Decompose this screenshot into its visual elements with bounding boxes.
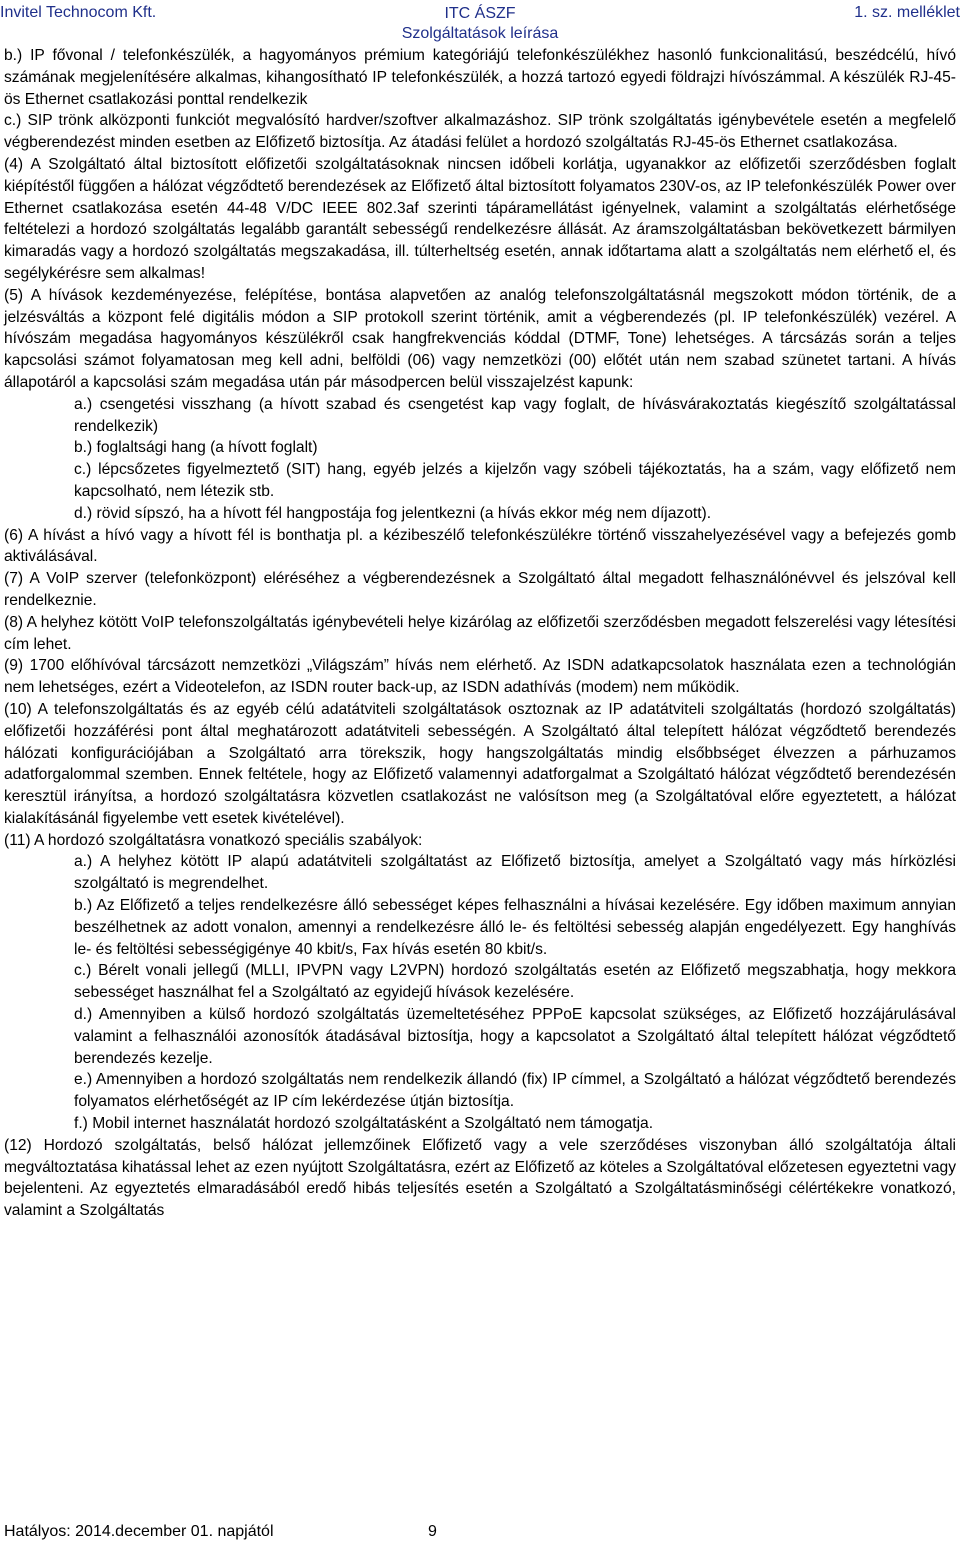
- page-footer: [4, 1523, 437, 1541]
- call-state-item: d.) rövid sípszó, ha a hívott fél hangpostája fog jelentkezni (a hívás ekkor még nem díjazott).: [74, 504, 712, 522]
- call-state-item: a.) csengetési visszhang (a hívott szabad és csengetést kap vagy foglalt, de hívásvárakoztatás kiegészítő szolgáltatással rendelkezik): [74, 395, 956, 435]
- footer-effective-date: Hatályos: 2014.december 01. napjától: [4, 1523, 274, 1540]
- carrier-rule-item: c.) Bérelt vonali jellegű (MLLI, IPVPN vagy L2VPN) hordozó szolgáltatás esetén az Előfizető megszabhatja, hogy mekkora sebességet használhat fel a Szolgáltató az egyidejű hívások kezelésére.: [74, 962, 956, 1002]
- carrier-rule-item: d.) Amennyiben a külső hordozó szolgáltatás üzemeltetéséhez PPPoE kapcsolat szükséges, az Előfizető hozzájárulásával valamint a felhasználói azonosítók átadásával biztosítja, hogy a kapcsolatot a Szolgáltató által telepített hálózat végződtető berendezés kezelje.: [74, 1006, 956, 1067]
- document-body: [4, 45, 956, 1222]
- paragraph-5: (5) A hívások kezdeményezése, felépítése, bontása alapvetően az analóg telefonszolgáltatásnál megszokott módon történik, de a jelzésváltás a központ felé digitális módon a SIP protokoll szerint történik, amit a végberendezés (pl. IP telefonkészülék) vezérel. A hívószám megadása hagyományos készülékről csak hangfrekvenciás kóddal (DTMF, Tone) lehetséges. A tárcsázás során a teljes kapcsolási számot folyamatosan meg kell adni, belföldi (06) vagy nemzetközi (00) előtét után nem szabad szünetet tartani. A hívás állapotáról a kapcsolási szám megadása után pár másodpercen belül visszajelzést kapunk:: [4, 286, 956, 391]
- header-title: [0, 4, 960, 44]
- header-title-line1: ITC ÁSZF: [444, 5, 516, 22]
- call-state-item: c.) lépcsőzetes figyelmeztető (SIT) hang, egyéb jelzés a kijelzőn vagy szóbeli tájékoztatás, ha a szám, vagy előfizető nem kapcsolható, nem létezik stb.: [74, 461, 956, 500]
- call-state-item: b.) foglaltsági hang (a hívott foglalt): [74, 439, 318, 457]
- paragraph-4: (4) A Szolgáltató által biztosított előfizetői szolgáltatásoknak nincsen időbeli korlátja, ugyanakkor az előfizetői szerződésben foglalt kiépítéstől függően a hálózat végződtető berendezések az Előfizető által biztosított folyamatos 230V-os, az IP telefonkészülék Power over Ethernet csatlakozása esetén 44-48 V/DC IEEE 802.3af szerinti tápáramellátást igényelnek, valamint a szolgáltatás elérhetősége feltételezi a hordozó szolgáltatás legalább garantált sebességű rendelkezésre állását. Az áramszolgáltatásban bekövetkezett bármilyen kimaradás vagy a hordozó szolgáltatás megszakadása, ill. túlterheltség esetén, annak időtartama alatt a szolgáltatás nem elérhető el, és segélykérésre sem alkalmas!: [4, 155, 956, 282]
- paragraph-10: (10) A telefonszolgáltatás és az egyéb célú adatátviteli szolgáltatások osztoznak az IP adatátviteli szolgáltatás (hordozó szolgáltatás) előfizetői hozzáférési pont által meghatározott adatátviteli sebességén. A Szolgáltató által telepített hálózat végződtető berendezés hálózati konfigurációjában a Szolgáltató arra törekszik, hogy hangszolgáltatás mindig elsőbbséget élvezzen a párhuzamos adatforgalommal szemben. Ennek feltétele, hogy az Előfizető valamennyi adatforgalmat a Szolgáltató hálózat végződtető berendezésén keresztül irányítsa, a hordozó szolgáltatásra közvetlen csatlakozást ne valósítson meg (a Szolgáltatóval előre egyeztetett, a hálózat kialakításánál figyelembe vett esetek kivételével).: [4, 700, 956, 827]
- page-header: [0, 4, 960, 44]
- paragraph-6: (6) A hívást a hívó vagy a hívott fél is bonthatja pl. a kézibeszélő telefonkészülékre történő visszahelyezésével vagy a befejezés gomb aktiválásával.: [4, 526, 956, 566]
- paragraph-7: (7) A VoIP szerver (telefonközpont) eléréséhez a végberendezésnek a Szolgáltató által megadott felhasználónévvel és jelszóval kell rendelkeznie.: [4, 570, 956, 609]
- carrier-rule-item: a.) A helyhez kötött IP alapú adatátviteli szolgáltatást az Előfizető biztosítja, amelyet a Szolgáltató vagy más hírközlési szolgáltató is megrendelhet.: [74, 853, 956, 893]
- paragraph-b: b.) IP fővonal / telefonkészülék, a hagyományos prémium kategóriájú telefonkészülékhez hasonló funkcionalitású, beszédcélú, hívó számának megjelenítésére alkalmas, kihangosítható IP telefonkészülék, a hozzá tartozó egyedi földrajzi hívószámmal. A készülék RJ-45-ös Ethernet csatlakozási ponttal rendelkezik: [4, 47, 956, 108]
- carrier-rule-item: b.) Az Előfizető a teljes rendelkezésre álló sebességet képes felhasználni a hívásai kezelésére. Egy időben maximum annyian beszélhetnek az adott vonalon, amennyi a rendelkezésre álló le- és feltöltési sebesség alapján engedélyezett. Egy hanghívás le- és feltöltési sebességigénye 40 kbit/s, Fax hívás esetén 80 kbit/s.: [74, 897, 956, 958]
- header-company: Invitel Technocom Kft.: [0, 4, 157, 21]
- carrier-rule-item: f.) Mobil internet használatát hordozó szolgáltatásként a Szolgáltató nem támogatja.: [74, 1115, 654, 1133]
- paragraph-11: (11) A hordozó szolgáltatásra vonatkozó speciális szabályok:: [4, 831, 423, 849]
- header-title-line2: Szolgáltatások leírása: [401, 25, 559, 42]
- paragraph-9: (9) 1700 előhívóval tárcsázott nemzetközi „Világszám” hívás nem elérhető. Az ISDN adatkapcsolatok használata ezen a technológián nem lehetséges, ezért a Videotelefon, az ISDN router back-up, az ISDN adathívás (modem) nem működik.: [4, 657, 956, 697]
- header-annex: 1. sz. melléklet: [854, 4, 960, 21]
- footer-page-number: 9: [427, 1523, 437, 1540]
- paragraph-12: (12) Hordozó szolgáltatás, belső hálózat jellemzőinek Előfizető vagy a vele szerződéses viszonyban álló szolgáltatója általi megváltoztatása kihatással lehet az ezen nyújtott Szolgáltatásra, ezért az Előfizető az köteles a Szolgáltatóval előzetesen egyeztetni vagy bejelenteni. Az egyeztetés elmaradásából eredő hibás teljesítés esetén a Szolgáltató a Szolgáltatásminőségi célértékekre vonatkozó, valamint a Szolgáltatás: [4, 1136, 956, 1220]
- carrier-rule-item: e.) Amennyiben a hordozó szolgáltatás nem rendelkezik állandó (fix) IP címmel, a Szolgáltató a hálózat végződtető berendezés folyamatos elérhetőségét az IP cím lekérdezése útján biztosítja.: [74, 1071, 956, 1111]
- paragraph-c: c.) SIP trönk alközponti funkciót megvalósító hardver/szoftver alkalmazáshoz. SIP trönk szolgáltatás igénybevétele esetén a megfelelő végberendezést minden esetben az Előfizető biztosítja. Az átadási felület a hordozó szolgáltatás RJ-45-ös Ethernet csatlakozása.: [4, 112, 956, 152]
- paragraph-8: (8) A helyhez kötött VoIP telefonszolgáltatás igénybevételi helye kizárólag az előfizetői szerződésben megadott felszerelési vagy létesítési cím lehet.: [4, 613, 956, 653]
